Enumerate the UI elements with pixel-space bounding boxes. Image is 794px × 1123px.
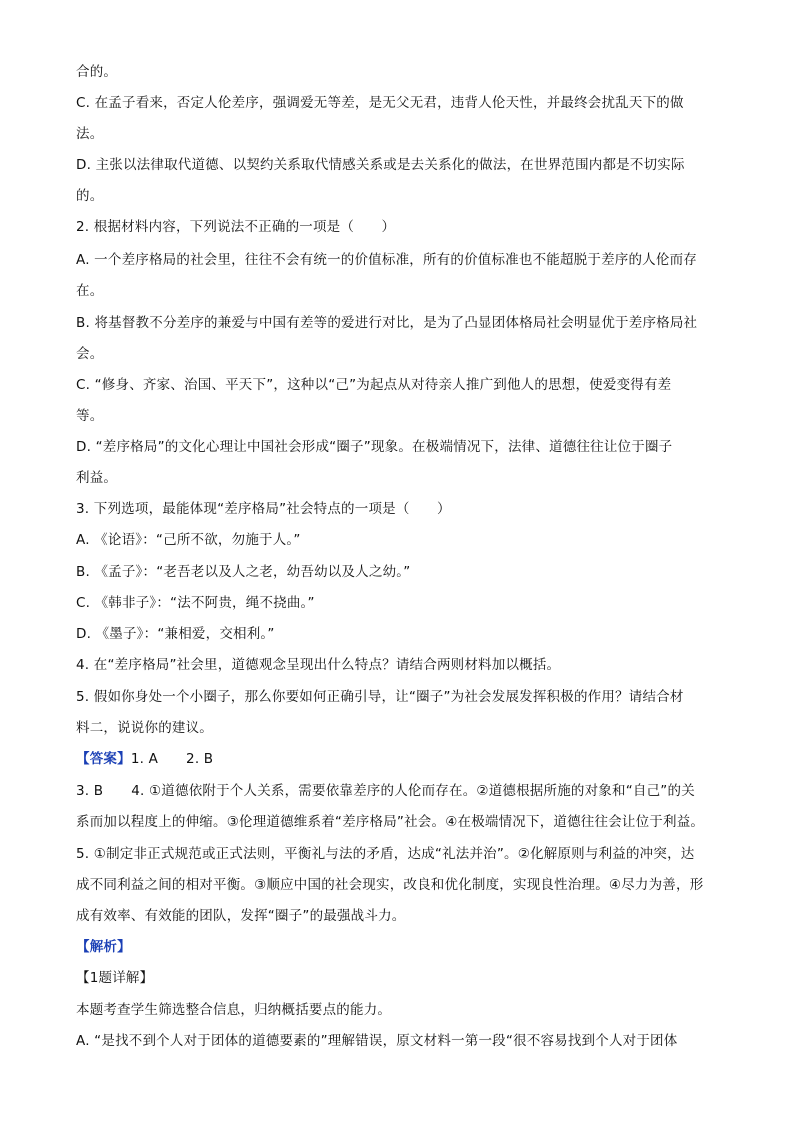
question-5-line-2: 料二，说说你的建议。 <box>76 720 213 736</box>
q3-option-c: C. 《韩非子》：“法不阿贵，绳不挠曲。” <box>76 595 315 611</box>
answer-4-line-2: 系而加以程度上的伸缩。③伦理道德维系着“差序格局”社会。④在极端情况下，道德往往会让位于利益。 <box>76 814 705 830</box>
q3-option-a: A. 《论语》：“己所不欲，勿施于人。” <box>76 532 301 548</box>
option-c-line-1: C. 在孟子看来，否定人伦差序，强调爱无等差，是无父无君，违背人伦天性，并最终会扰乱天下的做 <box>76 95 684 111</box>
q2-option-a-line-2: 在。 <box>76 283 104 299</box>
q2-option-d-line-1: D. “差序格局”的文化心理让中国社会形成“圈子”现象。在极端情况下，法律、道德往往让位于圈子 <box>76 439 673 455</box>
answer-5-line-1: 5. ①制定非正式规范或正式法则，平衡礼与法的矛盾，达成“礼法并治”。②化解原则与利益的冲突，达 <box>76 846 695 862</box>
text-line: 合的。 <box>76 64 118 80</box>
question-2: 2. 根据材料内容，下列说法不正确的一项是（ ） <box>76 219 396 235</box>
q3-option-d: D. 《墨子》：“兼相爱，交相利。” <box>76 626 275 642</box>
option-c-line-2: 法。 <box>76 126 104 142</box>
q2-option-d-line-2: 利益。 <box>76 470 118 486</box>
question-5-line-1: 5. 假如你身处一个小圈子，那么你要如何正确引导，让“圈子”为社会发展发挥积极的作用？请结合材 <box>76 689 684 705</box>
analysis-line-2: A. “是找不到个人对于团体的道德要素的”理解错误，原文材料一第一段“很不容易找到个人对于团体 <box>76 1033 678 1049</box>
answer-5-line-3: 成有效率、有效能的团队，发挥“圈子”的最强战斗力。 <box>76 908 406 924</box>
answer-4-line-1: 4. ①道德依附于个人关系，需要依靠差序的人伦而存在。②道德根据所施的对象和“自己”的关 <box>131 783 695 799</box>
answer-5-line-2: 成不同利益之间的相对平衡。③顺应中国的社会现实，改良和优化制度，实现良性治理。④尽力为善，形 <box>76 877 704 893</box>
q2-option-b-line-1: B. 将基督教不分差序的兼爱与中国有差等的爱进行对比，是为了凸显团体格局社会明显优于差序格局社 <box>76 315 698 331</box>
analysis-line-1: 本题考查学生筛选整合信息，归纳概括要点的能力。 <box>76 1002 392 1018</box>
answer-line <box>76 749 213 769</box>
analysis-tag: 【解析】 <box>76 939 131 955</box>
answer-3: 3. B <box>76 783 104 799</box>
answer-2: 2. B <box>186 751 214 767</box>
answer-3-4-line <box>76 781 695 801</box>
q3-option-b: B. 《孟子》：“老吾老以及人之老，幼吾幼以及人之幼。” <box>76 564 411 580</box>
option-d-line-2: 的。 <box>76 188 104 204</box>
question-3: 3. 下列选项，最能体现“差序格局”社会特点的一项是（ ） <box>76 501 451 517</box>
option-d-line-1: D. 主张以法律取代道德、以契约关系取代情感关系或是去关系化的做法，在世界范围内都是不切实际 <box>76 157 685 173</box>
answer-1: 1. A <box>130 751 159 767</box>
answer-tag: 【答案】 <box>76 751 131 767</box>
question-4: 4. 在“差序格局”社会里，道德观念呈现出什么特点？请结合两则材料加以概括。 <box>76 657 561 673</box>
analysis-subheading: 【1题详解】 <box>76 970 154 986</box>
q2-option-b-line-2: 会。 <box>76 346 104 362</box>
q2-option-a-line-1: A. 一个差序格局的社会里，往往不会有统一的价值标准，所有的价值标准也不能超脱于差序的人伦而存 <box>76 252 697 268</box>
analysis-tag-line <box>76 937 131 957</box>
q2-option-c-line-1: C. “修身、齐家、治国、平天下”，这种以“己”为起点从对待亲人推广到他人的思想，使爱变得有差 <box>76 377 672 393</box>
q2-option-c-line-2: 等。 <box>76 408 104 424</box>
